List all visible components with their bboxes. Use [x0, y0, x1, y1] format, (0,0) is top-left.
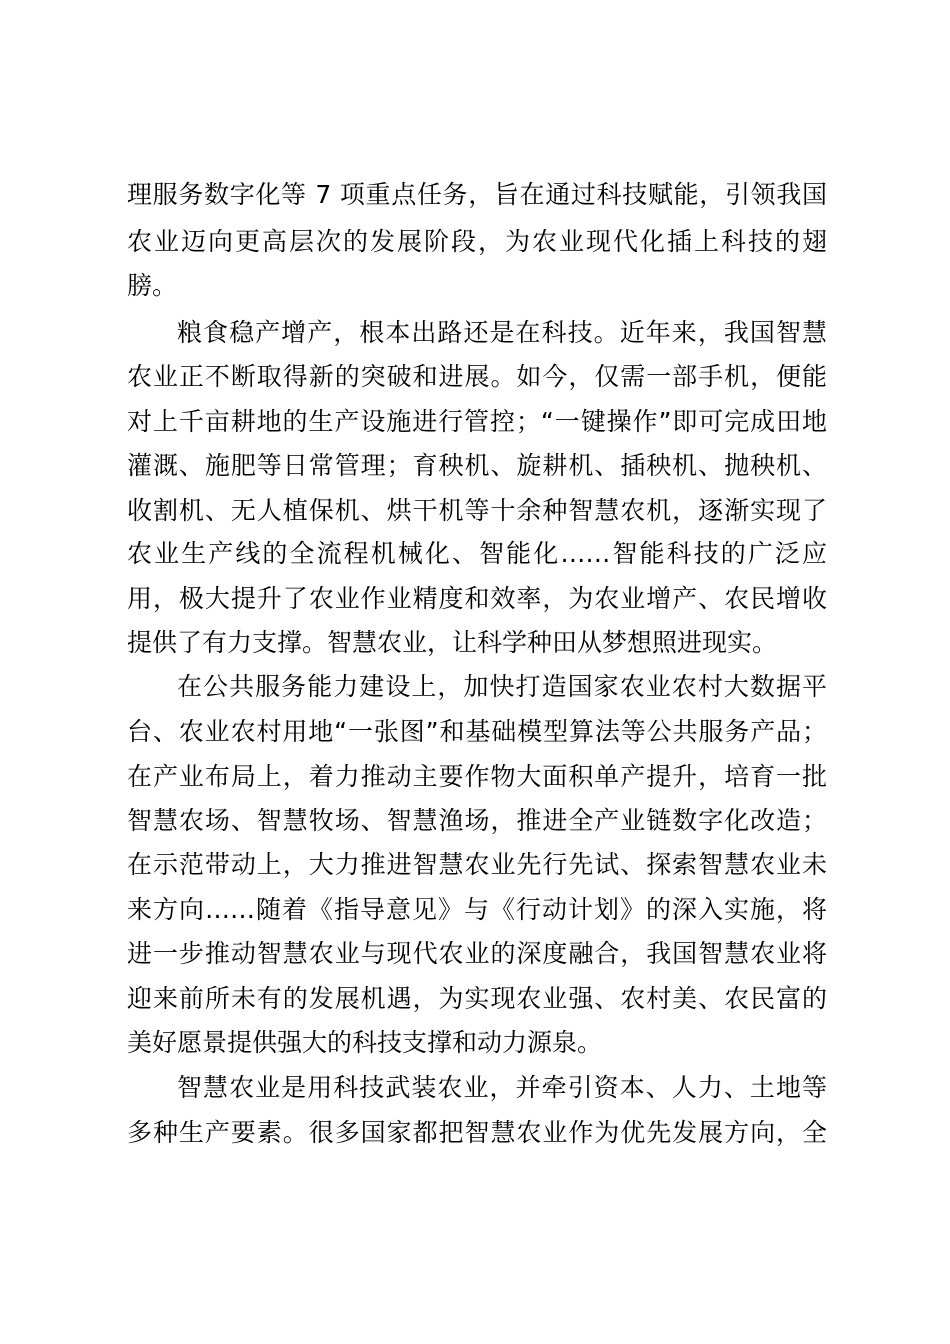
- text-line: 农业迈向更高层次的发展阶段，为农业现代化插上科技的翅: [127, 227, 827, 256]
- text-line: 粮食稳产增产，根本出路还是在科技。近年来，我国智慧: [177, 318, 827, 347]
- text-line: 理服务数字化等 7 项重点任务，旨在通过科技赋能，引领我国: [127, 180, 827, 209]
- text-line: 提供了有力支撑。智慧农业，让科学种田从梦想照进现实。: [127, 628, 778, 657]
- text-line: 迎来前所未有的发展机遇，为实现农业强、农村美、农民富的: [127, 984, 827, 1013]
- text-line: 智慧农场、智慧牧场、智慧渔场，推进全产业链数字化改造；: [127, 806, 827, 835]
- text-line: 多种生产要素。很多国家都把智慧农业作为优先发展方向，全: [127, 1118, 827, 1147]
- text-line: 收割机、无人植保机、烘干机等十余种智慧农机，逐渐实现了: [127, 496, 827, 525]
- text-line: 灌溉、施肥等日常管理；育秧机、旋耕机、插秧机、抛秧机、: [127, 451, 827, 480]
- text-line: 在公共服务能力建设上，加快打造国家农业农村大数据平: [177, 672, 827, 701]
- text-line: 美好愿景提供强大的科技支撑和动力源泉。: [127, 1028, 603, 1057]
- text-line: 进一步推动智慧农业与现代农业的深度融合，我国智慧农业将: [127, 939, 827, 968]
- text-line: 膀。: [127, 271, 178, 300]
- text-line: 在示范带动上，大力推进智慧农业先行先试、探索智慧农业未: [127, 850, 827, 879]
- text-line: 智慧农业是用科技武装农业，并牵引资本、人力、土地等: [177, 1073, 827, 1102]
- text-line: 来方向……随着《指导意见》与《行动计划》的深入实施，将: [127, 895, 827, 924]
- text-line: 农业正不断取得新的突破和进展。如今，仅需一部手机，便能: [127, 362, 827, 391]
- text-line: 对上千亩耕地的生产设施进行管控；“一键操作”即可完成田地: [127, 407, 827, 436]
- text-line: 农业生产线的全流程机械化、智能化……智能科技的广泛应: [127, 539, 827, 568]
- text-line: 在产业布局上，着力推动主要作物大面积单产提升，培育一批: [127, 762, 827, 791]
- text-line: 台、农业农村用地“一张图”和基础模型算法等公共服务产品；: [127, 717, 827, 746]
- text-line: 用，极大提升了农业作业精度和效率，为农业增产、农民增收: [127, 584, 827, 613]
